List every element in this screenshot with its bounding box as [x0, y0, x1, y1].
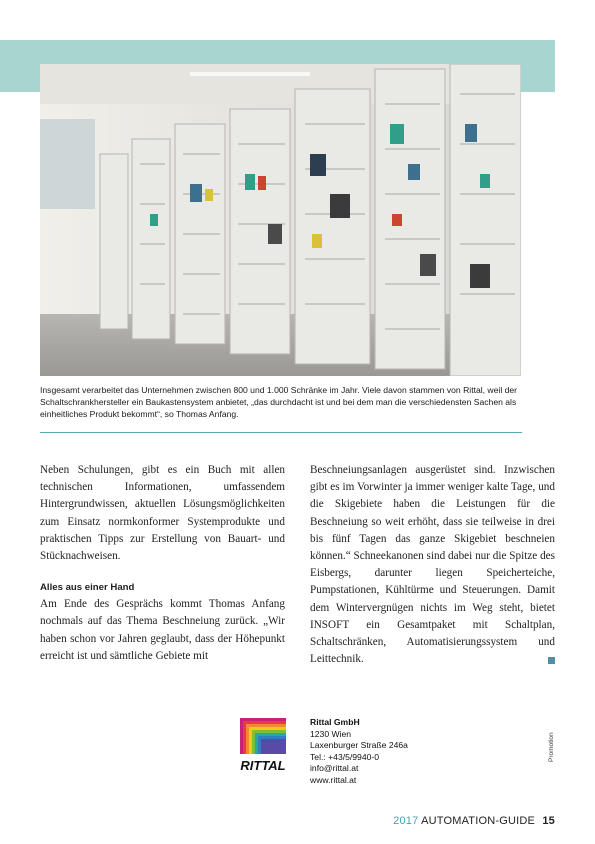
logo-wordmark: RITTAL [240, 758, 286, 773]
contact-street: Laxenburger Straße 246a [310, 740, 408, 751]
subheading: Alles aus einer Hand [40, 582, 135, 594]
paragraph-2: Am Ende des Gesprächs kommt Thomas Anfang nochmals auf das Thema Beschneiung zurück. „Wir haben schon vor Jahren geglaubt, dass der Höhepunkt erreicht ist und sämtliche Gebiete mit [40, 598, 285, 662]
contact-company: Rittal GmbH [310, 717, 360, 727]
page-number: 15 [542, 815, 555, 827]
contact-web[interactable]: www.rittal.at [310, 774, 357, 785]
page-footer [393, 815, 555, 827]
caption-divider [40, 432, 522, 433]
paragraph-1: Neben Schulungen, gibt es ein Buch mit allen technischen Informationen, umfassendem Hintergrundwissen, aktuellen Lösungsmöglichkeiten zum Einsatz normkonformer Systemprodukte und praktischen Tipps zur Erstellung von Bauart- und Stücknachweisen. [40, 464, 285, 563]
paragraph-3: Beschneiungsanlagen ausgerüstet sind. Inzwischen gibt es im Vorwinter ja immer weniger kalte Tage, und die Skigebiete haben die Leistungen für die Beschneiung so weit erhöht, dass sie teilweise in drei bis fünf Tagen das ganze Skigebiet beschneien können.“ Schneekanonen sind dabei nur die Spitze des Eisbergs, darunter liegen Speicherteiche, Pumpstationen, Kühltürme und Steuerungen. Damit dem Wintervergnügen nichts im Weg steht, bietet INSOFT ein Gesamtpaket mit Schaltplan, Schaltschränken, Automatisierungssystem und Leittechnik. [310, 464, 555, 666]
end-of-article-mark [548, 657, 555, 664]
photo-switch-cabinets [40, 64, 521, 376]
footer-title: AUTOMATION-GUIDE [421, 815, 536, 827]
right-column [310, 462, 555, 668]
photo-caption: Insgesamt verarbeitet das Unternehmen zwischen 800 und 1.000 Schränke im Jahr. Viele davon stammen von Rittal, weil der Schaltschrankhersteller ein Baukastensystem anbietet, „das durchdacht ist und bei dem man die verschiedensten Sachen als einheitliches Produkt bekommt“, so Thomas Anfang. [40, 385, 518, 420]
rittal-logo [240, 718, 286, 776]
contact-city: 1230 Wien [310, 728, 352, 739]
contact-phone: Tel.: +43/5/9940-0 [310, 751, 380, 762]
left-column [40, 462, 285, 665]
contact-block [310, 717, 408, 787]
footer-year: 2017 [393, 815, 419, 827]
promotion-label: Promotion [548, 732, 555, 762]
contact-email[interactable]: info@rittal.at [310, 763, 359, 774]
